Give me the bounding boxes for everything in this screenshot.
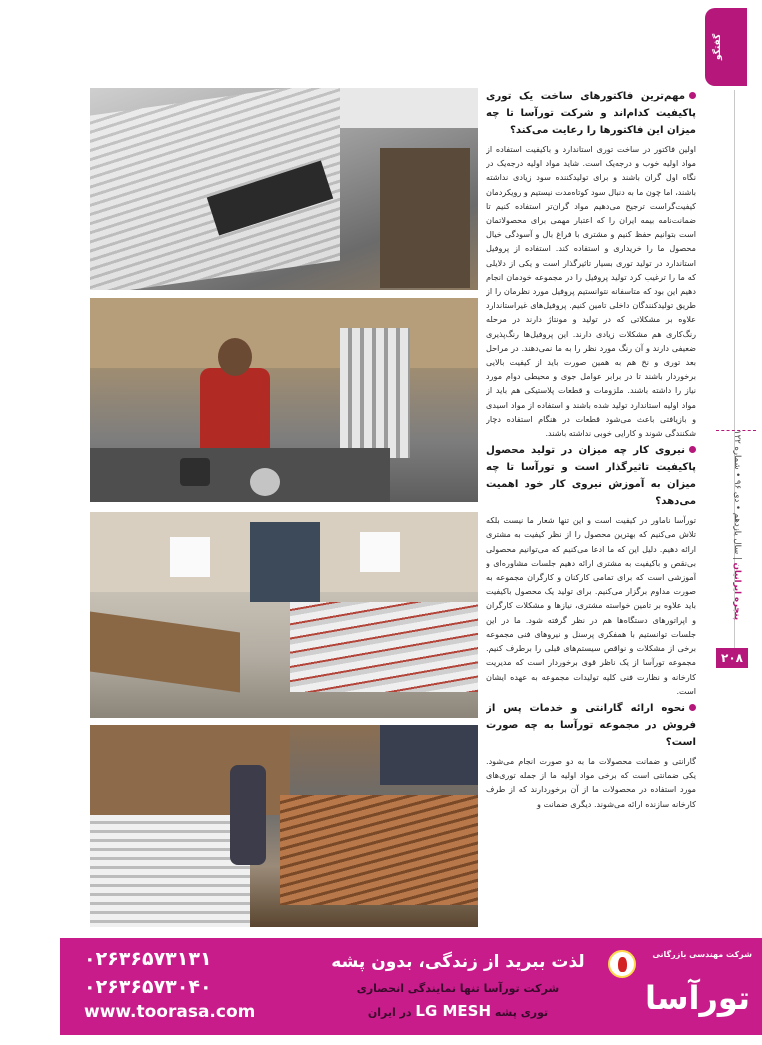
ad-mesh-brand: LG MESH — [415, 1002, 492, 1020]
issue-info: پنجره ایرانیان | سال یازدهم • دی ۹۶ • شماره ۱۲۲ — [732, 430, 742, 621]
issue-details: سال یازدهم • دی ۹۶ • شماره ۱۲۲ — [732, 430, 742, 555]
photo-production-hall — [90, 512, 478, 718]
ad-website-link[interactable]: www.toorasa.com — [84, 1002, 256, 1022]
ad-mesh-line — [320, 1002, 596, 1020]
section-tab — [705, 8, 747, 86]
ad-phone-1[interactable]: ۰۲۶۳۶۵۷۳۱۳۱ — [84, 948, 212, 970]
magazine-name: پنجره ایرانیان — [732, 562, 742, 621]
ad-slogan: لذت ببرید از زندگی، بدون پشه — [331, 952, 585, 972]
ad-mesh-suffix: در ایران — [367, 1006, 412, 1019]
article-column — [486, 86, 696, 932]
photo-storage-wood — [90, 725, 478, 927]
question-2: نیروی کار چه میزان در تولید محصول پاکیفیت تاثیرگذار است و تورآسا تا چه میزان به آموزش نیروی کار خود اهمیت می‌دهد؟ — [486, 445, 696, 508]
mosquito-logo-icon — [608, 950, 636, 978]
answer-2: تورآسا ناماور در کیفیت است و این تنها شعار ما نیست بلکه تلاش می‌کنیم که بهترین محصول را از نظر کیفیت به مشتری ارائه دهیم. دلیل این که ما ادعا می‌کنیم که می‌توانیم محصولی بی‌نقص و باکیفیت به مشتری ارائه دهیم جلسات مشاوره‌ای و آموزشی است که برای تمامی کارکنان و کارگران مجموعه به صورت مداوم برگزار می‌کنیم. برای تولید یک محصول باکیفیت باید علاوه بر تامین خواسته مشتری، نیازها و مشکلات کارگران و اپراتورهای دستگاه‌ها هم در نظر گرفته شود. ما در این جلسات توانستیم با همفکری پرسنل و نیروهای فنی مجموعه برخی از مشکلات و نواقص سیستم‌های قبلی را برطرف کنیم. مجموعه تورآسا از یک ناظر قوی برخوردار است که مدیریت کارخانه و نظارت فنی کلیه تولیدات مجموعه به عهده ایشان است. — [486, 515, 696, 696]
question-3: نحوه ارائه گارانتی و خدمات پس از فروش در مجموعه تورآسا به چه صورت است؟ — [486, 702, 696, 748]
bullet-icon — [689, 92, 696, 99]
question-1: مهم‌ترین فاکتورهای ساخت یک توری پاکیفیت کدام‌اند و شرکت تورآسا تا چه میزان این فاکتورها را رعایت می‌کند؟ — [486, 91, 696, 136]
answer-3: گارانتی و ضمانت محصولات ما به دو صورت انجام می‌شود. یکی ضمانتی است که برخی مواد اولیه ما از جمله توری‌های مورد استفاده در محصولات ما از آن برخوردارند که از طرف کارخانه سازنده ارائه می‌شوند. دیگری ضمانت و — [486, 755, 696, 809]
ad-phone-2[interactable]: ۰۲۶۳۶۵۷۳۰۴۰ — [84, 976, 212, 998]
bullet-icon — [689, 704, 696, 711]
ad-representative: شرکت تورآسا تنها نمایندگی انحصاری — [356, 982, 560, 995]
ad-mesh-prefix: توری پشه — [494, 1006, 549, 1019]
photo-warehouse-profiles — [90, 88, 478, 290]
section-tab-label: گفتگو — [713, 33, 723, 60]
advertisement-banner[interactable] — [60, 938, 762, 1035]
photo-worker-assembly — [90, 298, 478, 502]
page-number: ۲۰۸ — [716, 648, 748, 668]
answer-1: اولین فاکتور در ساخت توری استاندارد و باکیفیت استفاده از مواد اولیه خوب و درجه‌یک است. شاید مواد اولیه درجه‌یک در نگاه اول گران باشند و برای تولیدکننده سود زیادی نداشته باشند، اما چون ما به دنبال سود کوتاه‌مدت نیستیم و رویکردمان کیفیت‌گراست ترجیح می‌دهیم مواد گران‌تر استفاده کنیم تا ضمانت‌نامه بیمه ایران را که اعتبار مهمی برای محصولاتمان است بتوانیم حفظ کنیم و مشتری با فراغ بال و آسودگی خیال محصول ما را خریداری و استفاده کند. استفاده از پروفیل استاندارد در تولید توری بسیار تاثیرگذار است و یکی از دلایلی که ما را ترغیب کرد تولید پروفیل را در مجموعه خودمان انجام دهیم این بود که متاسفانه نتوانستیم پروفیل مورد نظرمان را از طریق تولیدکنندگان داخلی تامین کنیم. پروفیل‌های غیراستاندارد علاوه بر مشکلاتی که در تولید و مونتاژ دارند در مرحله رنگ‌کاری هم مشکلات زیادی دارند. این پروفیل‌ها رنگ‌پذیری ضعیفی دارند و آن رنگ مورد نظر را به ما نمی‌دهند. در مراحل بعد توری و نخ هم به همین صورت باید از کیفیت بالایی برخوردار باشند تا در برابر عوامل جوی و محیطی دوام مورد نیاز را داشته باشند. ملزومات و قطعات پلاستیکی هم باید از مواد اولیه استاندارد تولید شده باشند و استفاده از مواد اسیدی و بازیافتی باعث می‌شود قطعات در هنگام استفاده دچار شکنندگی شوند و کارایی خوبی نداشته باشند. — [486, 144, 696, 439]
bullet-icon — [689, 446, 696, 453]
ad-brand-name: تورآسا — [645, 979, 750, 1017]
ad-company-tagline: شرکت مهندسی بازرگانی — [652, 950, 752, 959]
